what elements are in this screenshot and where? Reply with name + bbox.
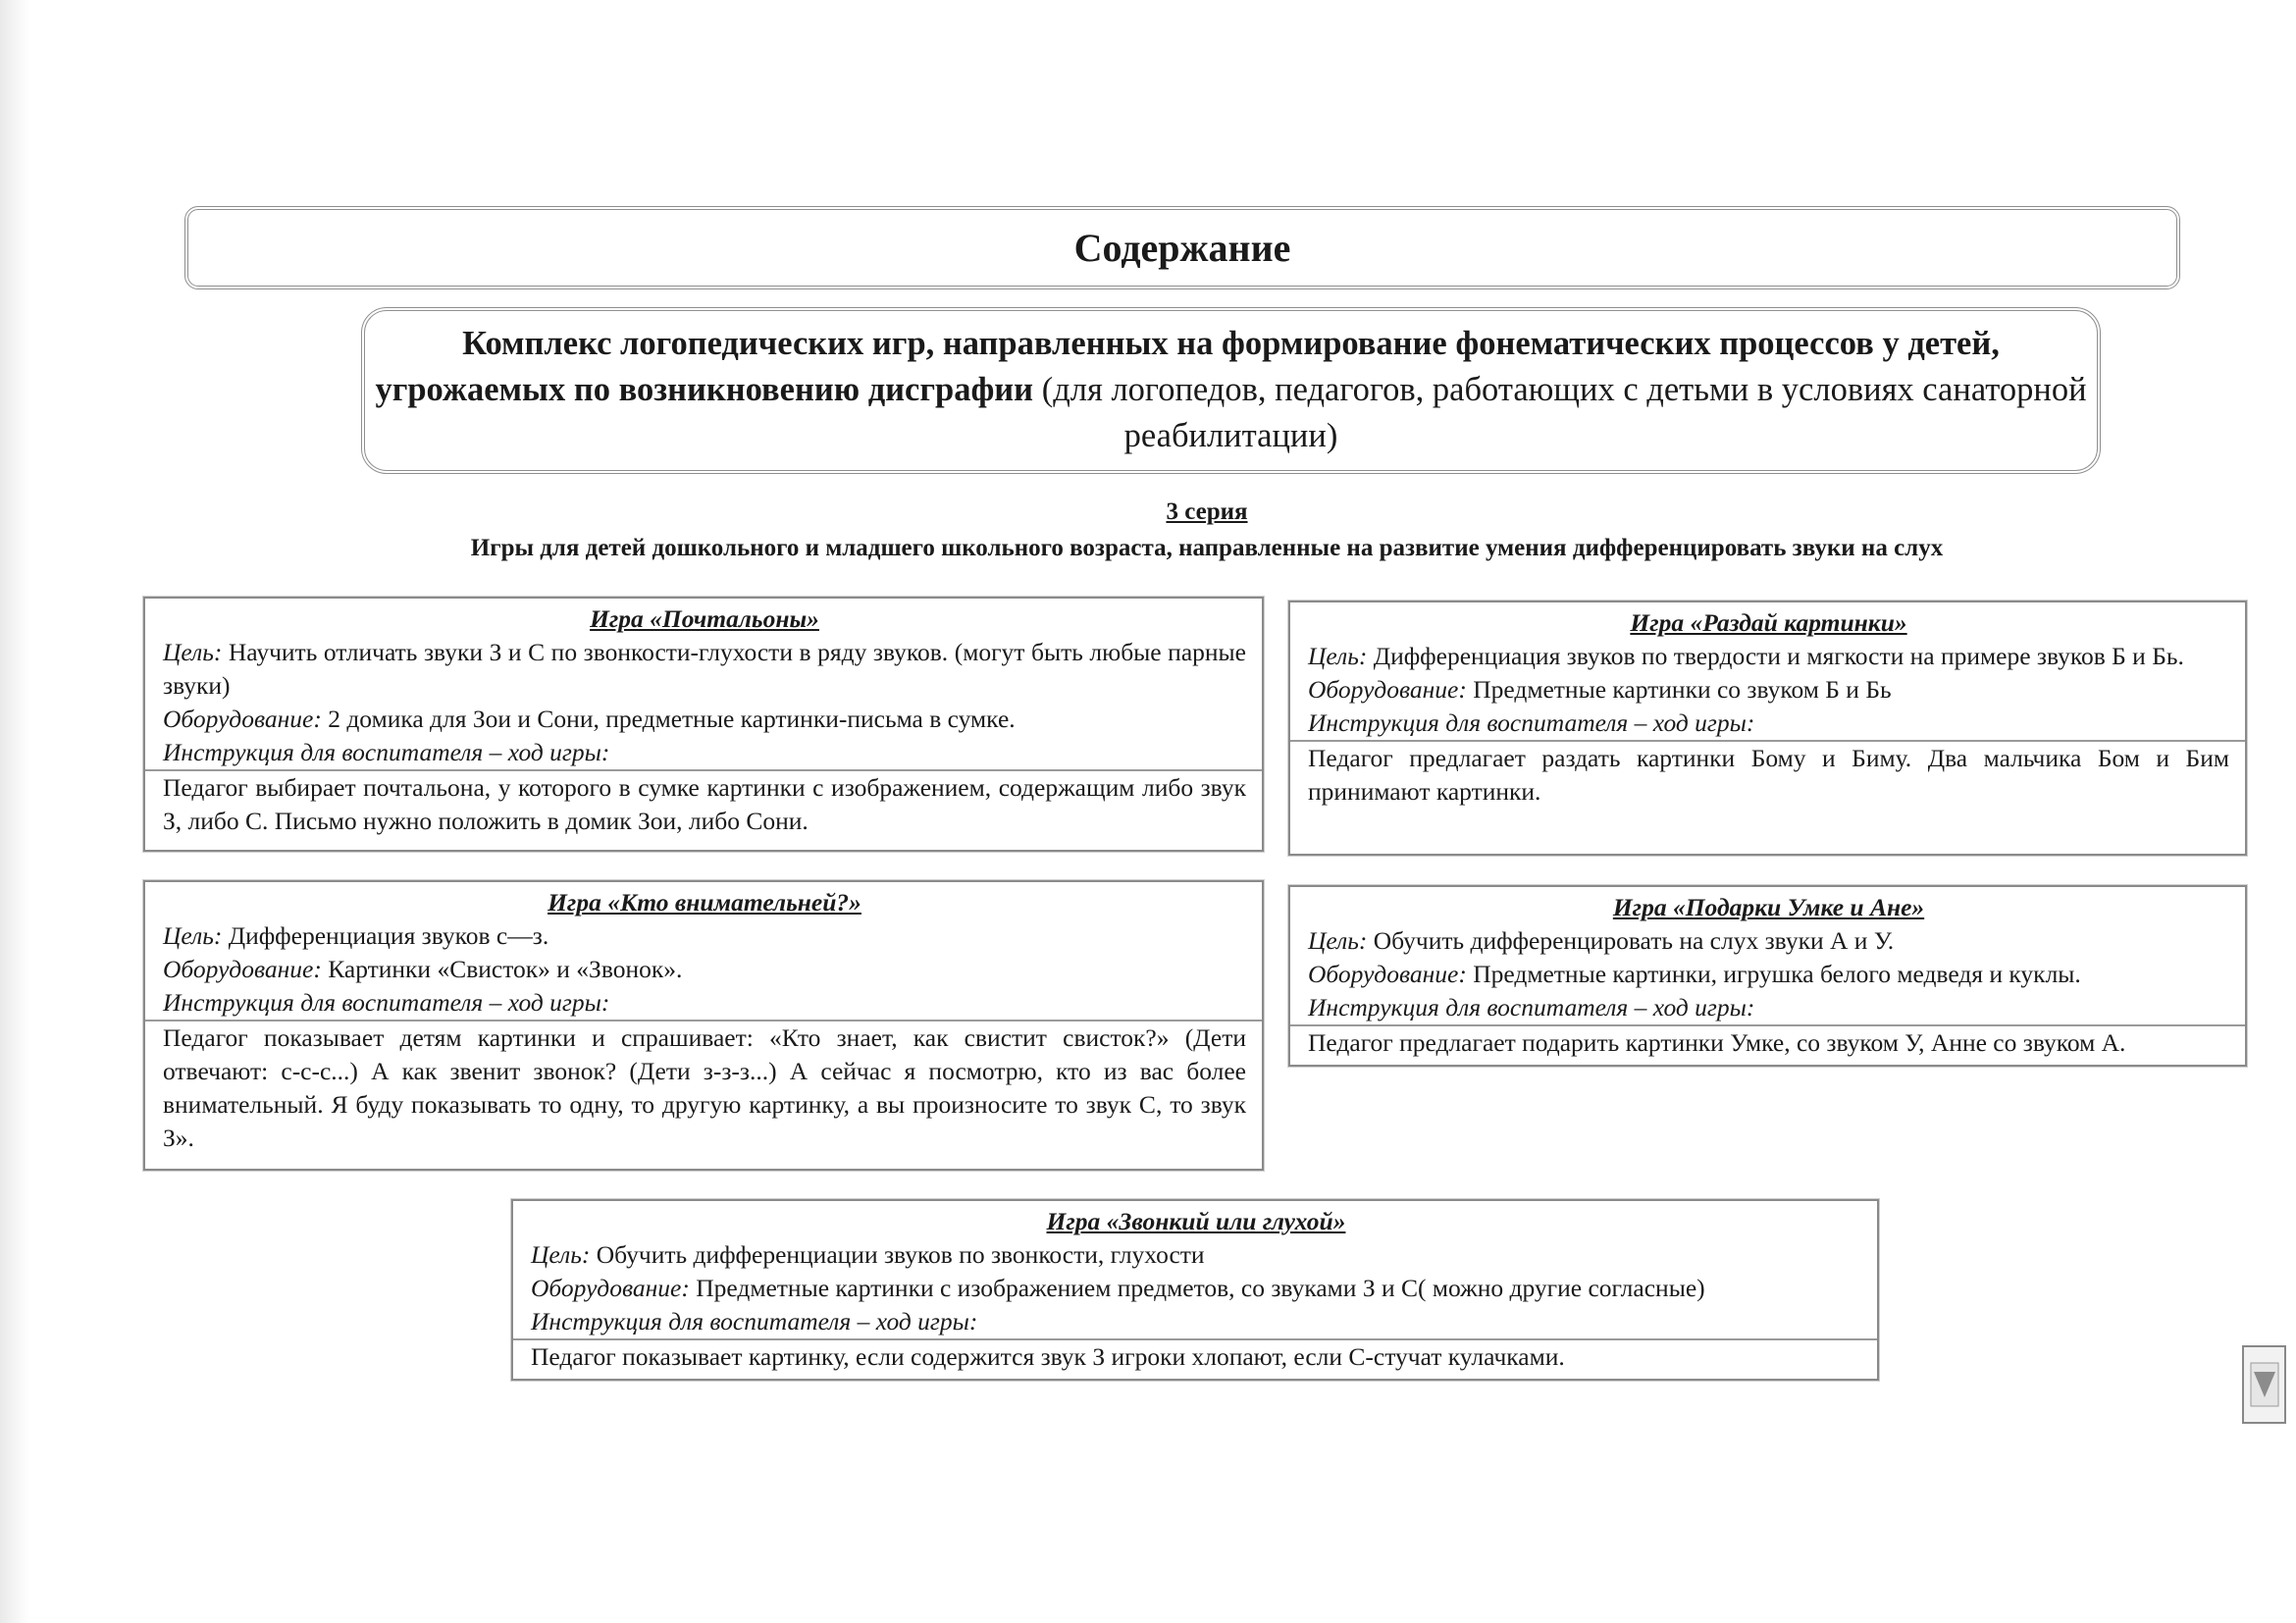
game-card-voiced-or-voiceless	[511, 1199, 1879, 1381]
goal-label: Цель:	[1308, 642, 1368, 670]
game-goal	[1308, 640, 2229, 673]
game-goal	[163, 919, 1246, 953]
goal-label: Цель:	[163, 921, 223, 950]
equipment-label: Оборудование:	[1308, 675, 1467, 704]
goal-label: Цель:	[1308, 926, 1368, 955]
page-title: Содержание	[1073, 226, 1291, 270]
subtitle-rest: (для логопедов, педагогов, работающих с детьми в условиях санаторной реабилитации)	[1033, 371, 2087, 454]
game-title: Игра «Кто внимательней?»	[548, 888, 861, 916]
instruction-label: Инструкция для воспитателя – ход игры:	[1308, 708, 1755, 737]
instruction-label: Инструкция для воспитателя – ход игры:	[531, 1307, 978, 1335]
instruction-label: Инструкция для воспитателя – ход игры:	[1308, 993, 1755, 1021]
contents-heading-box	[184, 206, 2180, 289]
game-title: Игра «Звонкий или глухой»	[1046, 1207, 1346, 1235]
game-title: Игра «Почтальоны»	[590, 604, 819, 633]
game-equipment	[163, 703, 1246, 736]
goal-label: Цель:	[531, 1240, 591, 1269]
equipment-text: Картинки «Свисток» и «Звонок».	[321, 955, 683, 983]
goal-text: Обучить дифференцировать на слух звуки А и У.	[1367, 926, 1895, 955]
game-title: Игра «Подарки Умке и Ане»	[1612, 893, 1925, 921]
goal-text: Обучить дифференциации звуков по звонкости, глухости	[590, 1240, 1205, 1269]
game-equipment	[531, 1272, 1861, 1305]
scan-edge	[0, 0, 29, 1623]
goal-text: Научить отличать звуки З и С по звонкости-глухости в ряду звуков. (могут быть любые парные звуки)	[163, 638, 1246, 700]
game-goal	[531, 1238, 1861, 1272]
equipment-text: 2 домика для Зои и Сони, предметные картинки-письма в сумке.	[321, 705, 1016, 733]
equipment-label: Оборудование:	[1308, 960, 1467, 988]
instruction-text: Педагог показывает детям картинки и спрашивает: «Кто знает, как свистит свисток?» (Дети отвечают: с-с-с...) А как звенит звонок? (Дети з-з-з...) А сейчас я посмотрю, кто из вас более внимательный. Я буду показывать то одну, то другую картинку, а вы произносите то звук С, то звук З».	[145, 1020, 1262, 1155]
game-card-gifts-for-umka-and-anya	[1288, 885, 2247, 1067]
game-equipment	[1308, 958, 2229, 991]
game-card-hand-out-pictures	[1288, 601, 2247, 856]
equipment-label: Оборудование:	[531, 1274, 690, 1302]
triangle-down-icon	[2250, 1362, 2279, 1407]
instruction-text: Педагог предлагает подарить картинки Умке, со звуком У, Анне со звуком А.	[1290, 1024, 2245, 1060]
instruction-text: Педагог выбирает почтальона, у которого в сумке картинки с изображением, содержащим либо звук З, либо С. Письмо нужно положить в домик Зои, либо Сони.	[145, 769, 1262, 838]
game-equipment	[1308, 673, 2229, 707]
game-title: Игра «Раздай картинки»	[1630, 608, 1907, 637]
series-number: 3 серия	[1166, 498, 1248, 525]
game-card-postmen	[143, 597, 1264, 852]
subtitle-bold: Комплекс логопедических игр, направленных на формирование фонематических процессов у детей, угрожаемых по возникновению дисграфии	[375, 325, 2000, 408]
goal-text: Дифференциация звуков по твердости и мягкости на примере звуков Б и Бь.	[1367, 642, 2184, 670]
subtitle-box	[361, 307, 2101, 474]
equipment-text: Предметные картинки, игрушка белого медведя и куклы.	[1466, 960, 2081, 988]
equipment-label: Оборудование:	[163, 705, 322, 733]
instruction-text: Педагог предлагает раздать картинки Бому и Биму. Два мальчика Бом и Бим принимают картинки.	[1290, 740, 2245, 809]
goal-text: Дифференциация звуков с—з.	[222, 921, 549, 950]
game-card-who-is-more-attentive	[143, 880, 1264, 1171]
goal-label: Цель:	[163, 638, 223, 666]
game-equipment	[163, 953, 1246, 986]
series-description: Игры для детей дошкольного и младшего школьного возраста, направленные на развитие умения дифференцировать звуки на слух	[470, 535, 1944, 561]
game-goal	[163, 636, 1246, 703]
instruction-label: Инструкция для воспитателя – ход игры:	[163, 738, 610, 766]
equipment-text: Предметные картинки со звуком Б и Бь	[1466, 675, 1892, 704]
instruction-label: Инструкция для воспитателя – ход игры:	[163, 988, 610, 1017]
scroll-down-button[interactable]	[2242, 1345, 2286, 1424]
equipment-text: Предметные картинки с изображением предметов, со звуками З и С( можно другие согласные)	[689, 1274, 1705, 1302]
equipment-label: Оборудование:	[163, 955, 322, 983]
instruction-text: Педагог показывает картинку, если содержится звук З игроки хлопают, если С-стучат кулачками.	[513, 1338, 1877, 1374]
game-goal	[1308, 924, 2229, 958]
